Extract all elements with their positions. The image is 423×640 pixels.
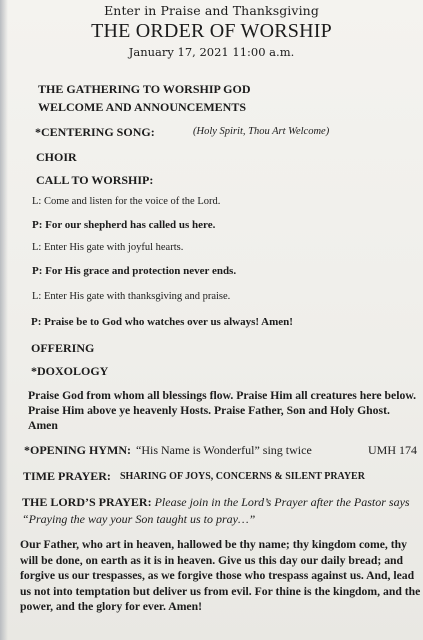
call-line-leader: L: Come and listen for the voice of the Lord. <box>32 196 221 207</box>
tagline: Enter in Praise and Thanksgiving <box>104 3 319 18</box>
lords-prayer-intro-block <box>22 494 422 528</box>
page-title: THE ORDER OF WORSHIP <box>91 20 332 42</box>
lords-prayer-text: Our Father, who art in heaven, hallowed be thy name; thy kingdom come, thy will be done, on earth as it is in heaven. Give us this day our daily bread; and forgive us our trespasses, as we forgive those who trespass against us. And, lead us not into temptation but deliver us from evil. For thine is the kingdom, and the power, and the glory for ever. Amen! <box>20 538 421 614</box>
doxology-text: Praise God from whom all blessings flow. Praise Him all creatures here below. Praise Him above ye heavenly Hosts. Praise Father, Son and Holy Ghost. Amen <box>28 389 417 432</box>
centering-song-title: (Holy Spirit, Thou Art Welcome) <box>193 126 330 137</box>
time-prayer-text: SHARING OF JOYS, CONCERNS & SILENT PRAYER <box>120 471 365 482</box>
call-line-people: P: For His grace and protection never ends. <box>32 265 237 277</box>
call-line-leader: L: Enter His gate with joyful hearts. <box>32 242 184 253</box>
section-offering: OFFERING <box>31 341 95 355</box>
lords-prayer-label: THE LORD’S PRAYER: <box>22 495 152 509</box>
page-shadow <box>0 0 8 640</box>
opening-hymn-label: *OPENING HYMN: <box>24 443 131 457</box>
section-choir: CHOIR <box>36 150 77 164</box>
service-date: January 17, 2021 11:00 a.m. <box>128 45 295 59</box>
section-gathering: THE GATHERING TO WORSHIP GOD <box>38 82 251 96</box>
section-welcome: WELCOME AND ANNOUNCEMENTS <box>38 100 247 114</box>
centering-song-label: *CENTERING SONG: <box>35 125 155 139</box>
hymn-number: UMH 174 <box>368 443 418 457</box>
call-line-leader: L: Enter His gate with thanksgiving and praise. <box>32 291 231 302</box>
call-to-worship-label: CALL TO WORSHIP: <box>36 173 154 187</box>
call-line-people: P: Praise be to God who watches over us always! Amen! <box>31 316 293 328</box>
section-doxology: *DOXOLOGY <box>31 364 109 378</box>
time-prayer-label: TIME PRAYER: <box>23 469 111 483</box>
lords-prayer-intro: Please join in the Lord’s Prayer after the Pastor says “Praying the way your Son taught us to pray…” <box>22 495 410 526</box>
call-line-people: P: For our shepherd has called us here. <box>32 219 216 231</box>
opening-hymn-title: “His Name is Wonderful” sing twice <box>136 443 312 457</box>
